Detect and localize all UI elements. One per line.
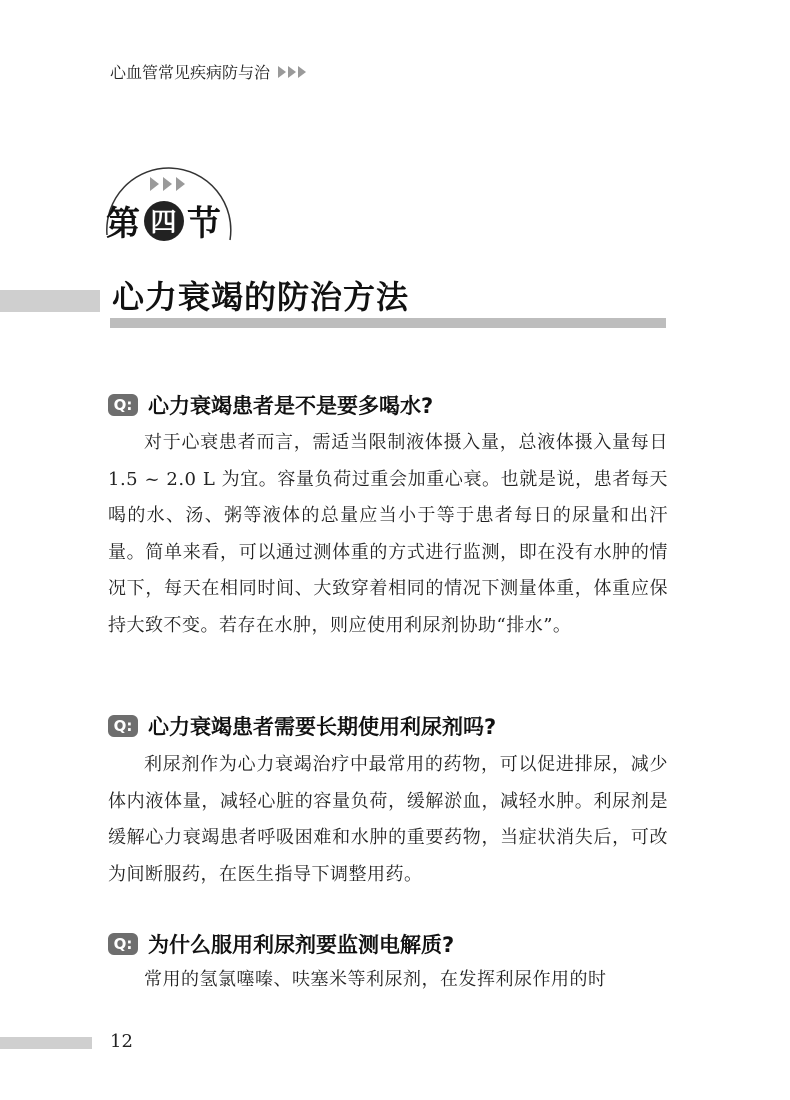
answer-paragraph-3: 常用的氢氯噻嗪、呋塞米等利尿剂，在发挥利尿作用的时 bbox=[144, 969, 607, 990]
question-text: 心力衰竭患者需要长期使用利尿剂吗? bbox=[148, 715, 497, 739]
section-label bbox=[106, 196, 222, 245]
q-icon: Q: bbox=[108, 394, 138, 416]
section-title: 心力衰竭的防治方法 bbox=[112, 278, 410, 316]
question-heading-1 bbox=[108, 390, 433, 420]
section-label-suffix: 节 bbox=[187, 204, 222, 244]
running-header bbox=[110, 60, 306, 83]
title-underline-bar bbox=[110, 318, 666, 328]
running-title: 心血管常见疾病防与治 bbox=[110, 63, 271, 82]
section-number-badge: 四 bbox=[144, 201, 184, 241]
question-text: 心力衰竭患者是不是要多喝水? bbox=[148, 394, 434, 418]
question-heading-2 bbox=[108, 711, 496, 741]
answer-paragraph-1: 对于心衰患者而言，需适当限制液体摄入量，总液体摄入量每日 1.5 ~ 2.0 L 为宜。容量负荷过重会加重心衰。也就是说，患者每天喝的水、汤、粥等液体的总量应当小于等于患者每日的尿量和出汗量。简单来看，可以通过测体重的方式进行监测，即在没有水肿的情况下，每天在相同时间、大致穿着相同的情况下测量体重，体重应保持大致不变。若存在水肿，则应使用利尿剂协助“排水”。 bbox=[108, 432, 668, 636]
q-icon: Q: bbox=[108, 715, 138, 737]
left-margin-band bbox=[0, 290, 100, 312]
section-arrows-icon bbox=[150, 177, 185, 191]
header-arrows-icon bbox=[278, 66, 306, 78]
section-label-prefix: 第 bbox=[106, 204, 141, 244]
footer-margin-band bbox=[0, 1037, 92, 1049]
answer-paragraph-2: 利尿剂作为心力衰竭治疗中最常用的药物，可以促进排尿，减少体内液体量，减轻心脏的容量负荷，缓解淤血，减轻水肿。利尿剂是缓解心力衰竭患者呼吸困难和水肿的重要药物，当症状消失后，可改为间断服药，在医生指导下调整用药。 bbox=[108, 754, 668, 885]
q-icon: Q: bbox=[108, 933, 138, 955]
question-text: 为什么服用利尿剂要监测电解质? bbox=[148, 933, 455, 957]
question-heading-3 bbox=[108, 929, 454, 959]
page-number: 12 bbox=[110, 1031, 133, 1052]
